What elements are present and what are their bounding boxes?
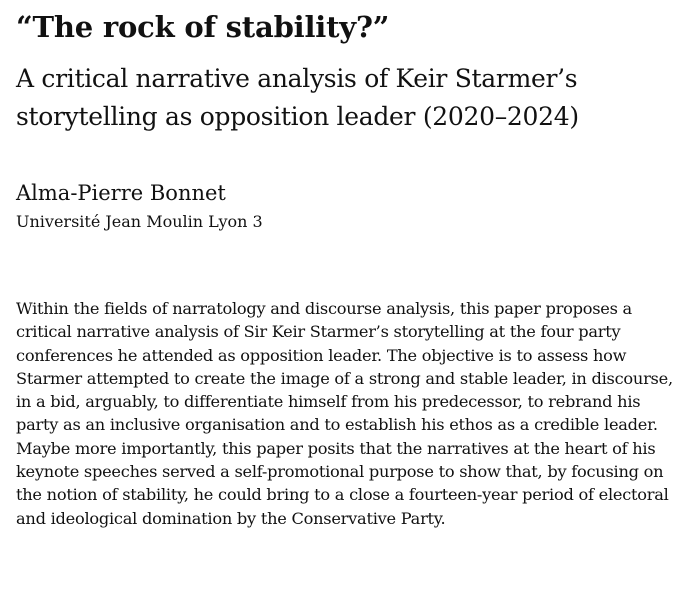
author-affiliation: Université Jean Moulin Lyon 3 (16, 212, 263, 231)
paper-subtitle: A critical narrative analysis of Keir Starmer’s storytelling as opposition leader (2020–2024) (16, 64, 579, 131)
author-name: Alma-Pierre Bonnet (16, 181, 226, 205)
abstract-text: Within the fields of narratology and discourse analysis, this paper proposes a critical narrative analysis of Sir Keir Starmer’s storytelling at the four party conferences he attended as opposition leader. The objective is to assess how Starmer attempted to create the image of a strong and stable leader, in discourse, in a bid, arguably, to differentiate himself from his predecessor, to rebrand his party as an inclusive organisation and to establish his ethos as a credible leader. Maybe more importantly, this paper posits that the narratives at the heart of his keynote speeches served a self-promotional purpose to show that, by focusing on the notion of stability, he could bring to a close a fourteen-year period of electoral and ideological domination by the Conservative Party. (16, 299, 673, 528)
paper-title: “The rock of stability?” (16, 10, 390, 44)
